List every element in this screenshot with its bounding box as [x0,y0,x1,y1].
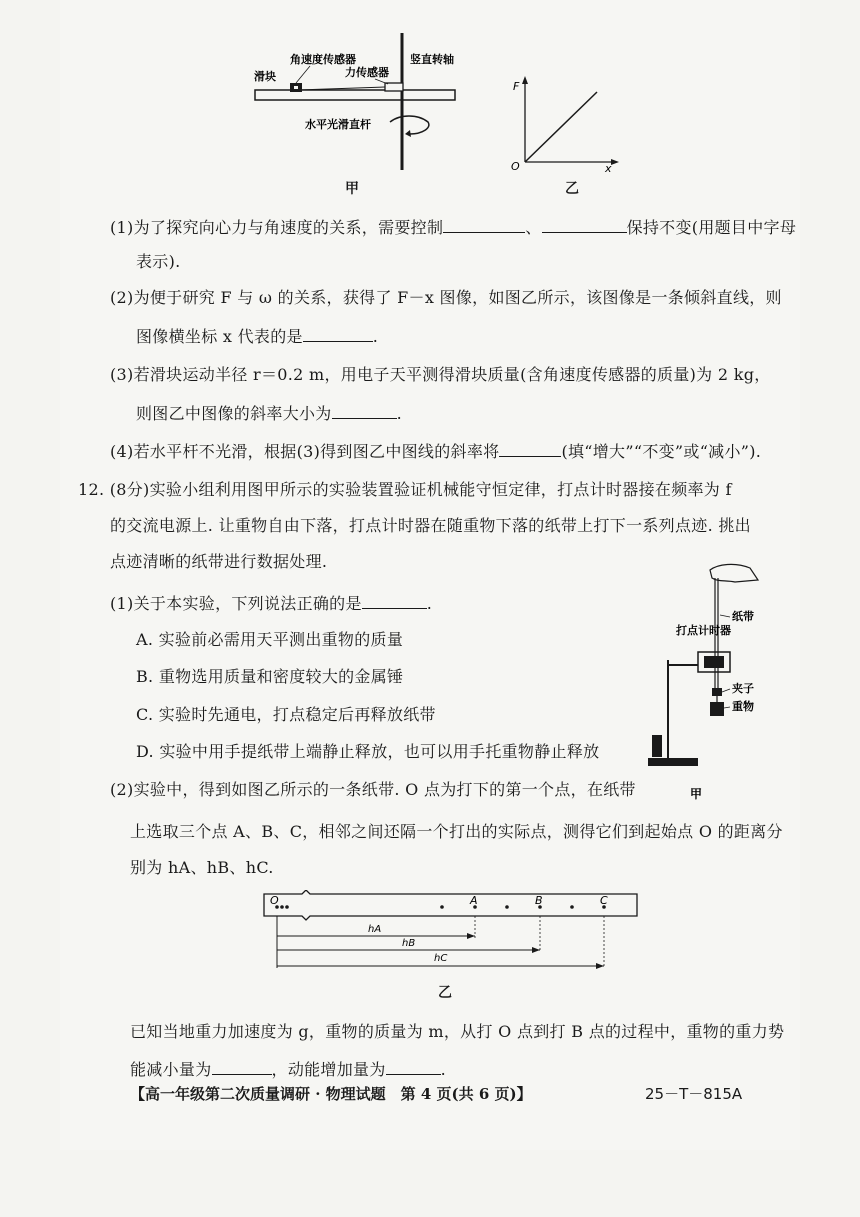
q11-blank1[interactable] [443,216,525,233]
figure-label-jia: 甲 [345,181,359,197]
q11-blank4[interactable] [332,402,397,419]
label-horizontal-rod: 水平光滑直杆 [305,118,371,131]
q11-part1-cont: 表示). [136,252,181,271]
label-weight: 重物 [732,700,754,713]
figure-free-fall-apparatus [640,560,770,800]
graph-y-label: F [513,80,520,93]
label-timer: 打点计时器 [676,624,731,637]
label-vertical-axis: 竖直转轴 [410,53,454,66]
graph-x-label: x [605,162,612,172]
figure-fx-graph [505,72,625,172]
q12-part3: 已知当地重力加速度为 g，重物的质量为 m，从打 O 点到打 B 点的过程中，重物的重力势 [130,1022,785,1041]
figure-paper-tape [262,890,652,990]
tape-point-o: O [270,894,279,907]
q12-part2-cont1: 上选取三个点 A、B、C，相邻之间还隔一个打出的实际点，测得它们到起始点 O 的距离分 [130,822,783,841]
q12-intro-line1: 12. (8分)实验小组利用图甲所示的实验装置验证机械能守恒定律，打点计时器接在频率为 f [78,480,732,499]
q12-option-d: D. 实验中用手提纸带上端静止释放，也可以用手托重物静止释放 [136,742,600,761]
q11-part4: (4)若水平杆不光滑，根据(3)得到图乙中图线的斜率将 (填“增大”“不变”或“减小”). [110,442,762,461]
label-paper-tape: 纸带 [732,610,754,623]
q12-part3-cont: 能减小量为 ，动能增加量为 . [130,1060,447,1079]
label-clip: 夹子 [732,682,754,695]
figure-label-jia-2: 甲 [690,787,703,800]
q11-part2-cont: 图像横坐标 x 代表的是 . [136,327,379,346]
q11-blank3[interactable] [303,325,373,342]
q11-part2: (2)为便于研究 F 与 ω 的关系，获得了 F－x 图像，如图乙所示，该图像是一条倾斜直线，则 [110,288,782,307]
graph-origin: O [511,160,520,172]
figure-rotating-apparatus [250,28,470,183]
figure-label-yi: 乙 [565,181,579,197]
q12-part1: (1)关于本实验，下列说法正确的是 . [110,594,433,613]
q11-part3: (3)若滑块运动半径 r＝0.2 m，用电子天平测得滑块质量(含角速度传感器的质量)为 2 kg， [110,365,771,384]
q11-blank5[interactable] [499,440,561,457]
tape-point-c: C [600,894,608,907]
tape-dim-hb: hB [402,938,416,949]
tape-dim-hc: hC [434,953,448,964]
q12-option-b: B. 重物选用质量和密度较大的金属锤 [136,667,404,686]
q12-part2-cont2: 别为 hA、hB、hC. [130,858,274,877]
q11-part3-cont: 则图乙中图像的斜率大小为 . [136,404,402,423]
tape-point-a: A [470,894,478,907]
label-force-sensor: 力传感器 [345,66,389,79]
q11-part1: (1)为了探究向心力与角速度的关系，需要控制 、 保持不变(用题目中字母 [110,218,797,237]
page-footer: 【高一年级第二次质量调研 · 物理试题 第 4 页(共 6 页)】 [130,1085,532,1103]
label-slider: 滑块 [254,70,276,83]
q11-blank2[interactable] [542,216,627,233]
q12-blank2[interactable] [212,1058,272,1075]
label-angular-sensor: 角速度传感器 [290,53,356,66]
figure-label-yi-2: 乙 [438,985,452,1001]
tape-dim-ha: hA [368,924,382,935]
q12-option-c: C. 实验时先通电，打点稳定后再释放纸带 [136,705,436,724]
q12-part2: (2)实验中，得到如图乙所示的一条纸带. O 点为打下的第一个点，在纸带 [110,780,636,799]
q12-blank3[interactable] [386,1058,441,1075]
q12-blank1[interactable] [362,592,427,609]
exam-code: 25－T－815A [645,1085,743,1103]
tape-point-b: B [535,894,543,907]
q12-option-a: A. 实验前必需用天平测出重物的质量 [136,630,404,649]
q12-intro-line3: 点迹清晰的纸带进行数据处理. [110,552,328,571]
q12-intro-line2: 的交流电源上. 让重物自由下落，打点计时器在随重物下落的纸带上打下一系列点迹. 挑出 [110,516,751,535]
